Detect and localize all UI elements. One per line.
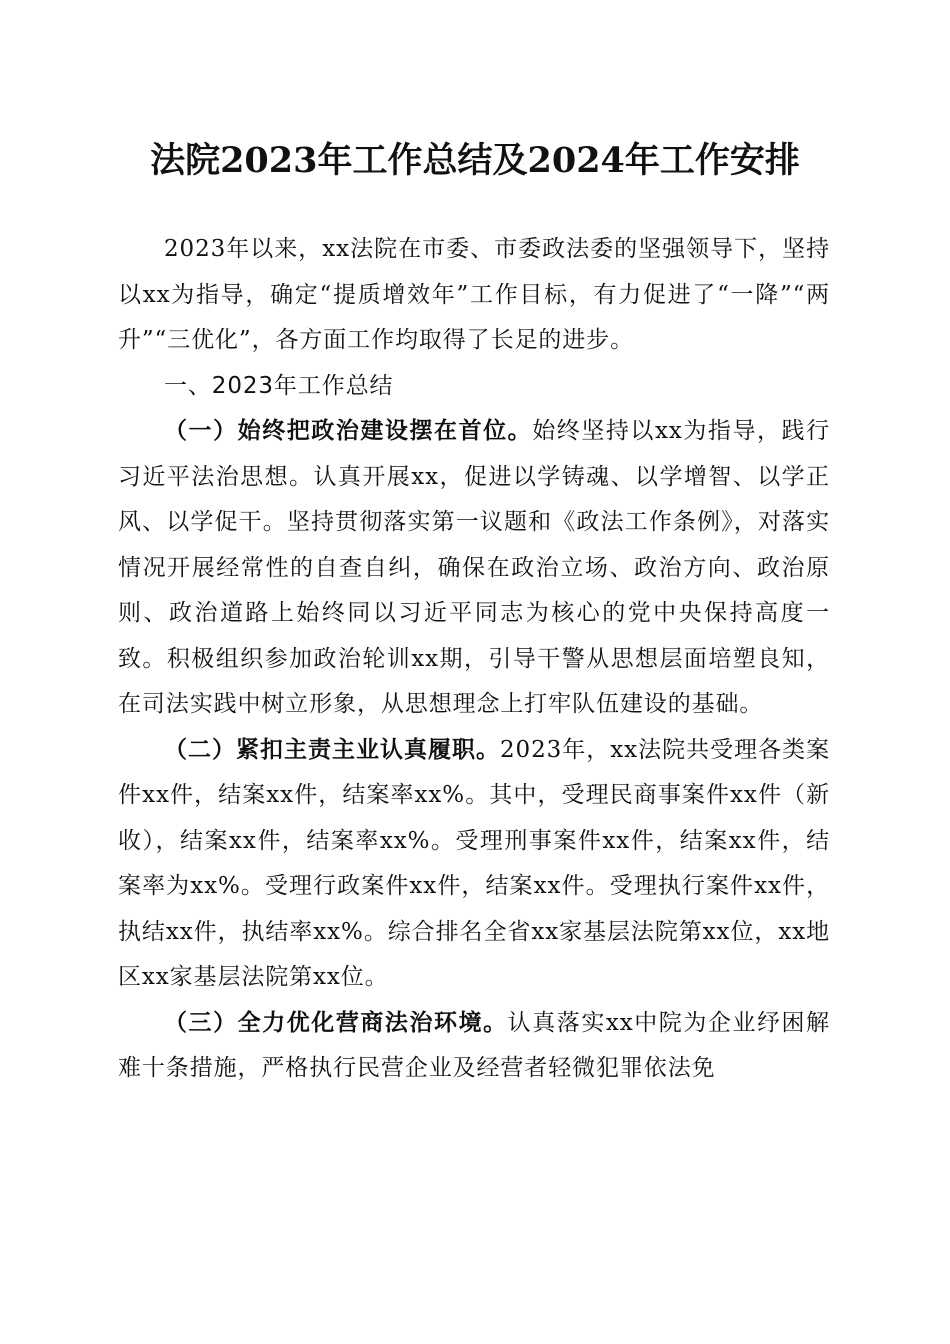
intro-paragraph: 2023年以来，xx法院在市委、市委政法委的坚强领导下，坚持以xx为指导，确定“提质增效年”工作目标，有力促进了“一降”“两升”“三优化”，各方面工作均取得了长足的进步。	[118, 236, 830, 353]
item-lead-political: （一）始终把政治建设摆在首位。	[164, 418, 533, 444]
item-paragraph-business	[118, 1001, 830, 1092]
item-text-duties: 2023年，xx法院共受理各类案件xx件，结案xx件，结案率xx%。其中，受理民商事案件xx件（新收），结案xx件，结案率xx%。受理刑事案件xx件，结案xx件，结案率为xx%。受理行政案件xx件，结案xx件。受理执行案件xx件，执结xx件，执结率xx%。综合排名全省xx家基层法院第xx位，xx地区xx家基层法院第xx位。	[118, 736, 830, 990]
item-lead-business: （三）全力优化营商法治环境。	[164, 1009, 508, 1036]
item-paragraph-political	[118, 409, 830, 728]
item-lead-duties: （二）紧扣主责主业认真履职。	[164, 736, 500, 763]
document-body	[118, 227, 830, 1092]
section-heading-summary: 一、2023年工作总结	[164, 372, 394, 399]
item-text-political: 始终坚持以xx为指导，践行习近平法治思想。认真开展xx，促进以学铸魂、以学增智、以学正风、以学促干。坚持贯彻落实第一议题和《政法工作条例》，对落实情况开展经常性的自查自纠，确保在政治立场、政治方向、政治原则、政治道路上始终同以习近平同志为核心的党中央保持高度一致。积极组织参加政治轮训xx期，引导干警从思想层面培塑良知，在司法实践中树立形象，从思想理念上打牢队伍建设的基础。	[118, 418, 830, 717]
item-text-business: 认真落实xx中院为企业纾困解难十条措施，严格执行民营企业及经营者轻微犯罪依法免	[118, 1009, 830, 1081]
document-title: 法院2023年工作总结及2024年工作安排	[150, 140, 800, 181]
item-paragraph-duties	[118, 728, 830, 1001]
